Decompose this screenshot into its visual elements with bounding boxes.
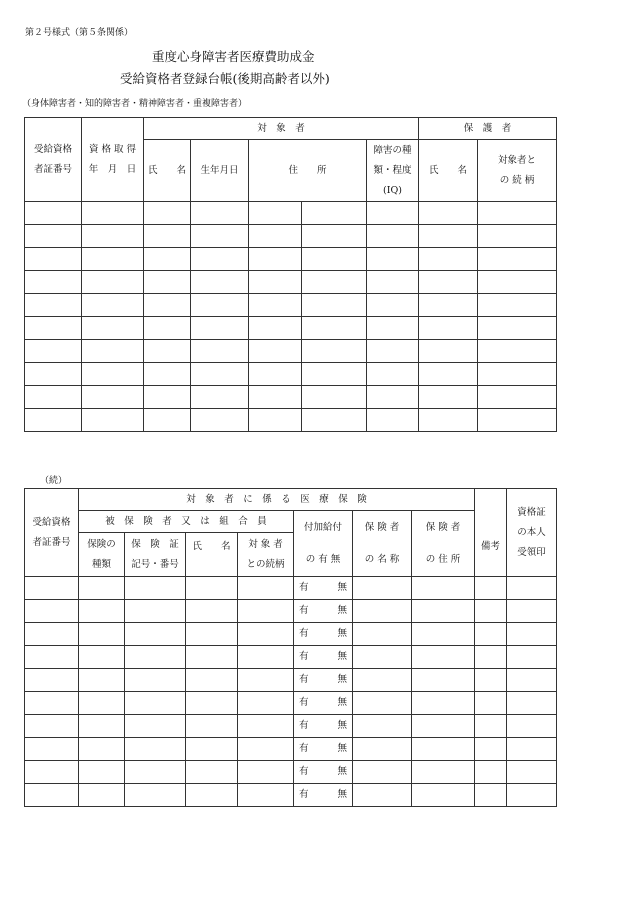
entry-cell[interactable] [144,202,191,225]
entry-cell[interactable] [125,623,186,646]
insurance-table-body [25,577,557,807]
entry-cell[interactable] [353,784,412,807]
entry-cell[interactable] [302,363,367,386]
table-row [25,294,557,317]
entry-cell[interactable] [353,669,412,692]
entry-cell[interactable] [412,623,475,646]
extra-benefit-cell[interactable] [294,623,353,646]
entry-cell[interactable] [144,271,191,294]
no-label: 無 [337,651,347,662]
header-insured-person: 被 保 険 者 又 は 組 合 員 [79,511,294,533]
header-target-person: 対 象 者 [144,118,419,140]
entry-cell[interactable] [125,761,186,784]
registration-table-body [25,202,557,432]
entry-cell[interactable] [82,294,144,317]
entry-cell[interactable] [302,317,367,340]
entry-cell[interactable] [238,646,294,669]
disability-categories: （身体障害者・知的障害者・精神障害者・重複障害者） [22,99,248,109]
entry-cell[interactable] [25,340,82,363]
header-target-address: 住 所 [249,140,367,202]
entry-cell[interactable] [186,761,238,784]
entry-cell[interactable] [419,317,478,340]
entry-cell[interactable] [144,294,191,317]
entry-cell[interactable] [475,577,507,600]
header-cert-number: 受給資格 者証番号 [25,118,82,202]
entry-cell[interactable] [25,386,82,409]
entry-cell[interactable] [144,340,191,363]
yes-label: 有 [299,674,309,685]
table-row [25,738,557,761]
entry-cell[interactable] [507,669,557,692]
entry-cell[interactable] [353,738,412,761]
no-label: 無 [337,674,347,685]
extra-benefit-cell[interactable] [294,600,353,623]
entry-cell[interactable] [82,317,144,340]
header-guardian: 保 護 者 [419,118,557,140]
entry-cell[interactable] [79,623,125,646]
entry-cell[interactable] [478,317,557,340]
entry-cell[interactable] [79,738,125,761]
table-row [25,669,557,692]
table-row [25,646,557,669]
no-label: 無 [337,697,347,708]
entry-cell[interactable] [302,271,367,294]
entry-cell[interactable] [191,409,249,432]
entry-cell[interactable] [191,202,249,225]
yes-label: 有 [299,789,309,800]
entry-cell[interactable] [25,738,79,761]
entry-cell[interactable] [412,600,475,623]
entry-cell[interactable] [238,577,294,600]
no-label: 無 [337,743,347,754]
entry-cell[interactable] [507,600,557,623]
entry-cell[interactable] [82,340,144,363]
entry-cell[interactable] [25,646,79,669]
entry-cell[interactable] [507,784,557,807]
yes-label: 有 [299,720,309,731]
entry-cell[interactable] [478,363,557,386]
entry-cell[interactable] [238,784,294,807]
entry-cell[interactable] [238,738,294,761]
entry-cell[interactable] [125,669,186,692]
extra-benefit-cell[interactable] [294,692,353,715]
entry-cell[interactable] [412,715,475,738]
table-row [25,317,557,340]
entry-cell[interactable] [507,577,557,600]
table-row [25,577,557,600]
entry-cell[interactable] [238,692,294,715]
entry-cell[interactable] [353,600,412,623]
registration-table [24,117,557,432]
entry-cell[interactable] [353,577,412,600]
entry-cell[interactable] [249,225,302,248]
entry-cell[interactable] [191,271,249,294]
entry-cell[interactable] [191,386,249,409]
entry-cell[interactable] [238,600,294,623]
entry-cell[interactable] [186,692,238,715]
header-receipt-seal: 資格証 の本人 受領印 [507,489,557,577]
table-row [25,692,557,715]
entry-cell[interactable] [478,340,557,363]
entry-cell[interactable] [478,294,557,317]
entry-cell[interactable] [419,271,478,294]
entry-cell[interactable] [249,248,302,271]
header-guardian-relation: 対象者と の 続 柄 [478,140,557,202]
entry-cell[interactable] [367,225,419,248]
entry-cell[interactable] [507,646,557,669]
header-insurer-name: 保 険 者 の 名 称 [353,511,412,577]
entry-cell[interactable] [249,202,302,225]
yes-label: 有 [299,697,309,708]
entry-cell[interactable] [478,409,557,432]
entry-cell[interactable] [412,761,475,784]
page-title: 重度心身障害者医療費助成金 [152,49,315,64]
entry-cell[interactable] [475,761,507,784]
entry-cell[interactable] [25,225,82,248]
entry-cell[interactable] [507,715,557,738]
table-row [25,340,557,363]
entry-cell[interactable] [419,248,478,271]
entry-cell[interactable] [25,409,82,432]
entry-cell[interactable] [353,646,412,669]
table-row [25,715,557,738]
no-label: 無 [337,582,347,593]
entry-cell[interactable] [82,363,144,386]
table-row [25,248,557,271]
entry-cell[interactable] [478,248,557,271]
table-row [25,271,557,294]
yes-label: 有 [299,766,309,777]
entry-cell[interactable] [79,761,125,784]
entry-cell[interactable] [475,738,507,761]
entry-cell[interactable] [249,340,302,363]
entry-cell[interactable] [25,784,79,807]
entry-cell[interactable] [419,409,478,432]
insurance-table [24,488,557,807]
entry-cell[interactable] [507,623,557,646]
entry-cell[interactable] [367,409,419,432]
entry-cell[interactable] [419,202,478,225]
extra-benefit-cell[interactable] [294,784,353,807]
extra-benefit-cell[interactable] [294,738,353,761]
entry-cell[interactable] [125,784,186,807]
entry-cell[interactable] [367,363,419,386]
table-row [25,623,557,646]
entry-cell[interactable] [191,225,249,248]
entry-cell[interactable] [79,600,125,623]
entry-cell[interactable] [302,409,367,432]
entry-cell[interactable] [144,317,191,340]
entry-cell[interactable] [25,692,79,715]
entry-cell[interactable] [249,363,302,386]
entry-cell[interactable] [475,715,507,738]
entry-cell[interactable] [249,271,302,294]
entry-cell[interactable] [82,202,144,225]
entry-cell[interactable] [412,784,475,807]
entry-cell[interactable] [25,248,82,271]
entry-cell[interactable] [186,715,238,738]
entry-cell[interactable] [249,317,302,340]
entry-cell[interactable] [238,715,294,738]
entry-cell[interactable] [25,623,79,646]
header-medical-insurance: 対 象 者 に 係 る 医 療 保 険 [79,489,475,511]
entry-cell[interactable] [191,317,249,340]
entry-cell[interactable] [186,646,238,669]
entry-cell[interactable] [125,577,186,600]
entry-cell[interactable] [191,363,249,386]
entry-cell[interactable] [249,294,302,317]
extra-benefit-cell[interactable] [294,761,353,784]
no-label: 無 [337,605,347,616]
entry-cell[interactable] [191,294,249,317]
entry-cell[interactable] [367,294,419,317]
entry-cell[interactable] [144,363,191,386]
continued-label: （続） [40,476,68,486]
entry-cell[interactable] [478,202,557,225]
table-row [25,784,557,807]
entry-cell[interactable] [302,225,367,248]
header2-cert-number: 受給資格 者証番号 [25,489,79,577]
table-row [25,386,557,409]
entry-cell[interactable] [353,715,412,738]
entry-cell[interactable] [419,294,478,317]
entry-cell[interactable] [419,386,478,409]
table-row [25,225,557,248]
entry-cell[interactable] [412,577,475,600]
entry-cell[interactable] [412,669,475,692]
header-target-name: 氏 名 [144,140,191,202]
header-insured-relation: 対 象 者 との続柄 [238,533,294,577]
entry-cell[interactable] [191,340,249,363]
entry-cell[interactable] [79,715,125,738]
entry-cell[interactable] [144,386,191,409]
entry-cell[interactable] [367,317,419,340]
entry-cell[interactable] [238,761,294,784]
entry-cell[interactable] [25,202,82,225]
entry-cell[interactable] [125,646,186,669]
entry-cell[interactable] [367,340,419,363]
entry-cell[interactable] [475,623,507,646]
entry-cell[interactable] [82,386,144,409]
entry-cell[interactable] [419,363,478,386]
yes-label: 有 [299,605,309,616]
entry-cell[interactable] [478,225,557,248]
entry-cell[interactable] [125,715,186,738]
entry-cell[interactable] [249,386,302,409]
entry-cell[interactable] [79,784,125,807]
entry-cell[interactable] [367,202,419,225]
entry-cell[interactable] [302,340,367,363]
entry-cell[interactable] [25,577,79,600]
yes-label: 有 [299,743,309,754]
entry-cell[interactable] [25,271,82,294]
table-row [25,761,557,784]
header-extra-benefit: 付加給付 の 有 無 [294,511,353,577]
entry-cell[interactable] [507,761,557,784]
entry-cell[interactable] [186,623,238,646]
entry-cell[interactable] [125,600,186,623]
entry-cell[interactable] [353,692,412,715]
entry-cell[interactable] [79,646,125,669]
entry-cell[interactable] [475,669,507,692]
form-number: 第２号様式（第５条関係） [25,28,134,38]
table-row [25,363,557,386]
header-disability-type: 障害の種 類・程度 (IQ) [367,140,419,202]
yes-label: 有 [299,651,309,662]
entry-cell[interactable] [302,248,367,271]
entry-cell[interactable] [79,692,125,715]
entry-cell[interactable] [186,600,238,623]
entry-cell[interactable] [238,669,294,692]
extra-benefit-cell[interactable] [294,669,353,692]
extra-benefit-cell[interactable] [294,577,353,600]
entry-cell[interactable] [507,738,557,761]
yes-label: 有 [299,628,309,639]
entry-cell[interactable] [302,294,367,317]
table-row [25,600,557,623]
entry-cell[interactable] [82,225,144,248]
entry-cell[interactable] [475,646,507,669]
entry-cell[interactable] [475,784,507,807]
entry-cell[interactable] [82,248,144,271]
entry-cell[interactable] [186,738,238,761]
no-label: 無 [337,766,347,777]
header-remarks: 備考 [475,489,507,577]
entry-cell[interactable] [82,409,144,432]
no-label: 無 [337,628,347,639]
entry-cell[interactable] [25,715,79,738]
table-row [25,409,557,432]
entry-cell[interactable] [25,761,79,784]
no-label: 無 [337,789,347,800]
entry-cell[interactable] [367,271,419,294]
entry-cell[interactable] [144,248,191,271]
entry-cell[interactable] [475,692,507,715]
entry-cell[interactable] [478,386,557,409]
entry-cell[interactable] [353,761,412,784]
entry-cell[interactable] [419,225,478,248]
header-acquisition-date: 資 格 取 得 年 月 日 [82,118,144,202]
entry-cell[interactable] [412,738,475,761]
entry-cell[interactable] [186,577,238,600]
entry-cell[interactable] [25,600,79,623]
entry-cell[interactable] [79,669,125,692]
entry-cell[interactable] [25,317,82,340]
no-label: 無 [337,720,347,731]
entry-cell[interactable] [79,577,125,600]
entry-cell[interactable] [82,271,144,294]
entry-cell[interactable] [412,692,475,715]
extra-benefit-cell[interactable] [294,715,353,738]
yes-label: 有 [299,582,309,593]
header-insurer-address: 保 険 者 の 住 所 [412,511,475,577]
entry-cell[interactable] [191,248,249,271]
entry-cell[interactable] [144,225,191,248]
entry-cell[interactable] [507,692,557,715]
entry-cell[interactable] [125,738,186,761]
entry-cell[interactable] [238,623,294,646]
entry-cell[interactable] [125,692,186,715]
entry-cell[interactable] [186,669,238,692]
header-guardian-name: 氏 名 [419,140,478,202]
header-target-birthdate: 生年月日 [191,140,249,202]
entry-cell[interactable] [302,202,367,225]
entry-cell[interactable] [186,784,238,807]
entry-cell[interactable] [25,294,82,317]
entry-cell[interactable] [412,646,475,669]
entry-cell[interactable] [25,363,82,386]
entry-cell[interactable] [144,409,191,432]
extra-benefit-cell[interactable] [294,646,353,669]
entry-cell[interactable] [478,271,557,294]
table-row [25,202,557,225]
entry-cell[interactable] [367,386,419,409]
entry-cell[interactable] [25,669,79,692]
entry-cell[interactable] [249,409,302,432]
entry-cell[interactable] [353,623,412,646]
header-insurance-card: 保 険 証 記号・番号 [125,533,186,577]
header-insurance-type: 保険の 種類 [79,533,125,577]
page-subtitle-title: 受給資格者登録台帳(後期高齢者以外) [120,71,330,86]
entry-cell[interactable] [419,340,478,363]
entry-cell[interactable] [475,600,507,623]
entry-cell[interactable] [367,248,419,271]
header-insured-name: 氏 名 [186,533,238,577]
entry-cell[interactable] [302,386,367,409]
